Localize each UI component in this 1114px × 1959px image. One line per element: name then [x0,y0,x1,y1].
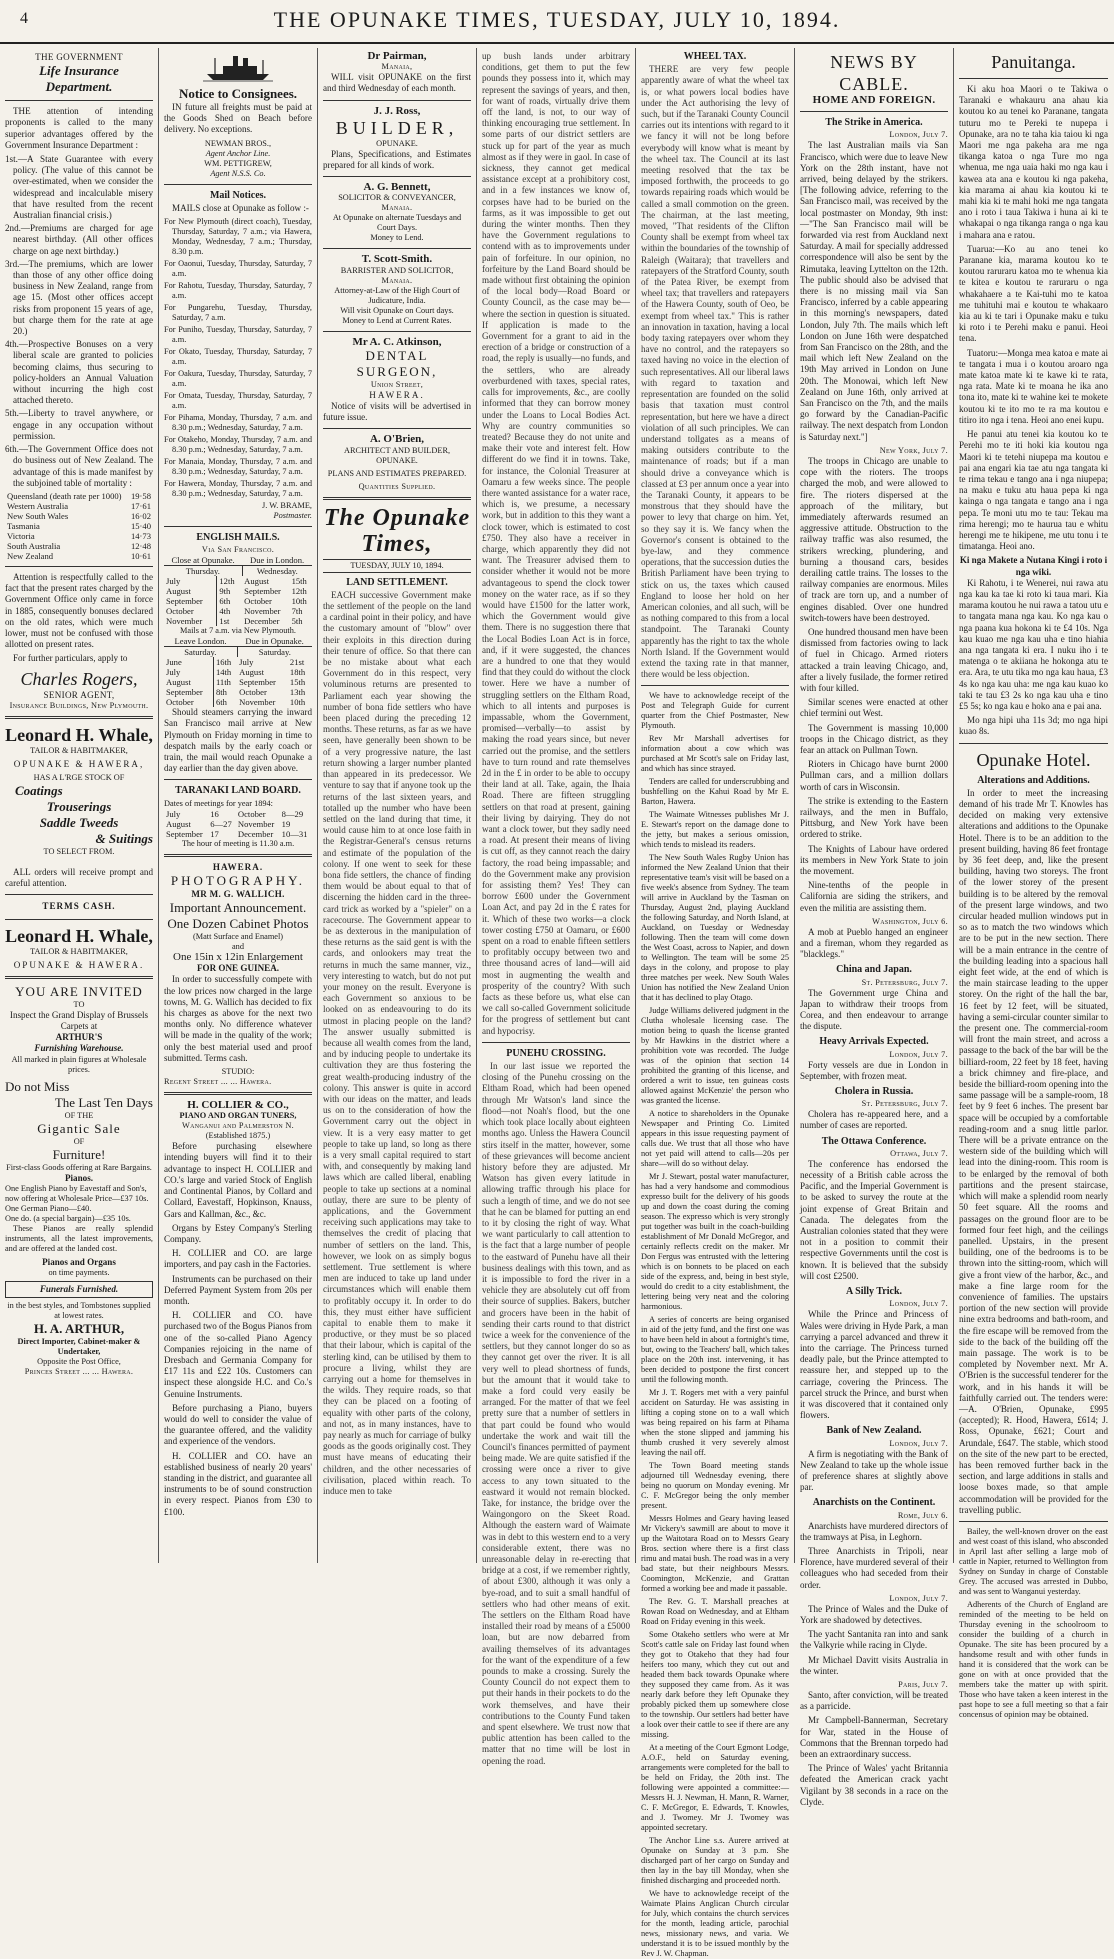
scott-attorney: Attorney-at-Law of the High Court of Judicature, India. [334,285,460,305]
home-foreign: HOME AND FOREIGN. [812,94,936,106]
time-payments: on time payments. [48,1267,110,1277]
enlargement: One 15in x 12in Enlargement [173,951,303,964]
bennett-name: A. G. Bennett, [363,181,431,194]
marked-prices: All marked in plain figures at Wholesale prices. [11,1054,147,1074]
charles-rogers: Charles Rogers, [20,668,138,689]
table-row: South Australia 12·48 [7,540,151,551]
whale-name-2: Leonard H. Whale, [5,925,153,946]
list-item: The Town Board meeting stands adjourned till Wednesday evening, there being no quorum on Monday evening. Mr C. F. McGregor being the only member present. [641,1461,789,1511]
consignees-heading: Notice to Consignees. [178,86,298,101]
column-5 [636,48,795,1959]
maori-para: Tuatoru:—Monga mea katoa e mate ai te tangata i mua i o koutou aroaro nga mate katoa mate ki te kawe ki te rata, nga rata. Mate ki te moana he ika ano tona ito, mate ki te wahine kei te mokete koutou ki te ito mo te ra ma koutou e titiro ito nga i tena. Heoi ano enei kupu. [959,347,1108,425]
scott-trade: BARRISTER AND SOLICITOR, [340,265,454,275]
collier-trade: PIANO AND ORGAN TUNERS, [179,1111,297,1121]
land-settlement-continued: up bush lands under arbitrary conditions, get them to put the few pounds they possess into it, which may represent the savings of years, and then, for want of roads, virtually drive them off the land, is not, to our way of thinking encouraging true settlement. In some parts of our district settlers are stuck up for part of the year as much almost as if they were in gaol. In case of sickness, they cannot get medical assistance except at a prohibitory cost, and in a few instances we know of, corpses have had to be buried on the farms, as it was impossible to get out during the winter months. Then they have the Government regulations to contend with as to improvements under pain of forfeiture. In our opinion, no forfeiture by the Land Board should be made without first obtaining the opinion of the local body—Road Board or County Council, as the case may be—where the section in question is situated. If application is made to the Government for a grant to aid in the erection of a bridge or construction of a road, the reply is usually—no funds, and the settlers, who are already overburdened with taxes, special rates, calls for improvements, &c., are coolly informed that they can borrow money under the Loans to Local Bodies Act. Why are country communities so treated? Because they do not unite and make their vote and interest felt. How different do we find it in towns. Take, for instance, the Colonial Treasurer at Oamaru a few weeks since. The people there wanted assistance for a water race, which is, we presume, a necessary work, but in addition to this they want a clock tower, which is estimated to cost £750. They also have a receiver in charge, which apparently they did not want. The Treasurer advised them to consider whether it would not be more advantageous to spend the clock tower money on the water race, as if so they would have £1500 for the latter work, which the Government would give them. There is no suggestion there that the Local Bodies Loan Act is in force, and, if it were suggested, the chances are a hundred to one that they would find that they could do without the clock tower. Here we have a number of struggling settlers on the Eltham Road, which to all intents and purposes is impassable, whom the Government, promised—verbally—to assist by making the road years since, but never carried out the promise, and the settlers have to turn round and rate themselves 2d in the £ in order to be able to occupy their land at all. Take, again, the Ihaia Road. There are fifteen struggling settlers on that road at present, gaining their living by dairying. They do not want a clock tower, but they sadly need a road. At present their means of living is cut off, as they cannot reach the dairy factory, the road being impassable; and do the Government make any provision for assisting them? Yes! They can borrow £600 under the Government Loan Act, and pay 2d in the £ rates for it. Which of these two works—a clock tower costing £750 at Oamaru, or £600 spent on a road to enable fifteen settlers to profitably occupy between two and three thousand acres of land—will aid most in augmenting the wealth and prosperity of the country? With such facts as these before us, what else can we call so-called Government solicitude for the progress of settlement but cant and hypocrisy. [482,51,630,1036]
collier-para: Before purchasing a Piano, buyers would do well to consider the value of the guarantee offered, and the validity and experience of the vendors. [164,1402,312,1447]
mortality-table [5,491,153,561]
ross-plans: Plans, Specifications, and Estimates prepared for all kinds of work. [323,148,471,171]
scott-name: T. Scott-Smith. [361,253,433,266]
pairman-name: Dr Pairman, [367,50,427,62]
list-item: Some Otakeho settlers who were at Mr Scott's cattle sale on Friday last found when they got to Otakeho that they had four heifers too many, which they cut out and headed them back towards Opunake where they supposed they came from. As it was nearly dark before they left Opunake they probably picked them up somewhere close to the township. Our settlers had better have a look over their cattle to see if there are any missing. [641,1630,789,1740]
bennett-money: Money to Lend. [370,233,424,243]
column-7 [954,48,1113,1719]
hotel-heading: Opunake Hotel. [976,749,1091,770]
ottawa-heading: The Ottawa Conference. [821,1135,927,1147]
brame: J. W. BRAME, [261,501,312,511]
davitt-text: Mr Michael Davitt visits Australia in the winter. [800,1654,948,1676]
bennett-days: At Opunake on alternate Tuesdays and Court Days. [332,213,462,233]
list-item: Rev Mr Marshall advertises for information about a cow which was purchased at Mr Scott's sale on Friday last, and which has since strayed. [641,734,789,774]
funerals-furnished: Funerals Furnished. [5,1281,153,1298]
last-ten-days: The Last Ten Days [54,1094,153,1110]
pianos-organs: Pianos and Organs [42,1256,116,1267]
collier-para: H. COLLIER and CO. are large importers, and pay cash in the Factories. [164,1248,312,1270]
list-item: For Pihama, Monday, Thursday, 7 a.m. and 8.30 p.m.; Wednesday, Saturday, 7 a.m. [164,413,312,433]
bank-text: A firm is negotiating with the Bank of New Zealand to take up the whole issue of preference shares at slightly above par. [800,1448,948,1493]
list-item: For Okato, Tuesday, Thursday, Saturday, 7 a.m. [164,347,312,367]
silly-trick-heading: A Silly Trick. [845,1286,903,1298]
english-mails-heading: ENGLISH MAILS. [196,532,280,544]
maori-para: Ki Rahotu, i te Wenerei, nui rawa atu nga kau ka tae ki roto ki taua mari. Kia marama koutou he nui rawa a tatou utu e to tangata mana nga kau. Ko nga kau o nga paana kua hokona ki te £4 10s. Nga kau kuao me nga kau uha e tino hiahia ana nga tangata ki era. I nuku iho i te matenga o te akiiana he hokonga atu te era. Ara, te utu tika mo nga kau haua, £3 4s ko nga kau uha: me nga kau kuao ko taki te tau £3 2s ko nga kau uha e tino £5 5s; ko nga kau e hoko ana e pai ana. [959,577,1108,711]
dateline: London, July 7. [889,1593,948,1603]
table-row: July 14th August 18th [166,667,306,678]
list-item: For Hawera, Monday, Thursday, 7 a.m. and 8.30 p.m.; Wednesday, Saturday, 7 a.m. [164,479,312,499]
punehu-heading: PUNEHU CROSSING. [506,1047,606,1059]
obrien-plans: PLANS AND ESTIMATES PREPARED. [327,468,467,478]
makete-heading: Ki nga Makete a Nutana Kingi i roto i nga wiki. [959,555,1108,577]
list-item: Mr J. Stewart, postal water manufacturer, has had a very handsome and commodious expresso built for the delivery of his goods up and down the coast during the coming season. The expresso which is very strongly put together was built in the coach-building establishment of Mr Donald McGregor, and certainly reflects credit on the maker. Mr Don Fergus was entrusted with the lettering which is on bonnets to be placed on each side of the express, and, being in best style, would do credit to a city establishment, the lettering being very neat and the coloring harmonious. [641,1172,789,1312]
union-street: Union Street, [370,379,424,389]
land-board-heading: TARANAKI LAND BOARD. [175,785,301,797]
regent-street: Regent Street ... ... Hawera. [164,1077,272,1087]
list-item: For Oakura, Tuesday, Thursday, Saturday, 7 a.m. [164,369,312,389]
dateline: London, July 7. [889,1438,948,1448]
steamship-icon [203,52,273,82]
table-row: Tasmania 15·40 [7,520,151,531]
insurance-item: 1st.—A State Guarantee with every policy. (The value of this cannot be over-estimated, when we consider the widespread and incalculable misery that have resulted from the recent Australian financial crisis.) [5,154,153,221]
insurance-buildings: Insurance Buildings, New Plymouth. [9,700,149,710]
piano-text: These Pianos are really splendid instruments, all the latest improvements, and are offered at the landed cost. [5,1223,153,1253]
mail-list [164,217,312,499]
table-row: August 11th September 15th [166,677,306,688]
pueblo-text: A mob at Pueblo hanged an engineer and a fireman, whom they regarded as "blacklegs." [800,926,948,960]
obrien-trade: ARCHITECT AND BUILDER, [343,445,451,455]
atkinson-name: Mr A. C. Atkinson, [352,335,442,348]
table-row: New South Wales 16·02 [7,510,151,521]
insurance-items [5,154,153,489]
further-particulars: For further particulars, apply to [13,653,128,664]
dateline: Washington, July 6. [872,916,948,926]
scott-town: Manaia. [381,275,413,285]
obrien-quantities: Quantities Supplied. [358,481,436,491]
mail-intro: MAILS close at Opunake as follow :- [172,202,309,213]
column-3 [318,48,477,1563]
collier-para: H. COLLIER and CO. have purchased two of the Bogus Pianos from one of the so-called Piano Agency Companies rejoicing in the name of Dresbach and Germania Company for £17 11s and £22 10s. Customers can inspect these alongside H.C. and Co.'s Genuine Instruments. [164,1310,313,1399]
land-board-table [164,809,312,839]
insurance-item: 2nd.—Premiums are charged for age nearest birthday. (All other offices charge on age next birthday.) [5,223,153,256]
hawera-heading: HAWERA. [212,861,264,872]
bennett-town: Manaia. [381,203,413,213]
pairman-text: WILL visit OPUNAKE on the first and third Wednesday of each month. [323,72,471,94]
whale-trade-2: TAILOR & HABITMAKER, [30,946,128,956]
inspect-display: Inspect the Grand Display of Brussels Carpets at [9,1009,149,1031]
insurance-item: 4th.—Prospective Bonuses on a very liberal scale are granted to policies becoming claims, thus securing to policy-holders an Annual Valuation without incurring the high cost attached thereto. [5,339,153,406]
obrien-name: A. O'Brien, [369,433,425,446]
and-label: and [232,942,244,952]
adherents-text: Adherents of the Church of England are reminded of the meeting to be held on Thursday evening in the schoolroom to consider the building of a church in Opunake. The site has been procured by a handsome result and with other funds in hand it is considered that the work can be gone on with at once provided that the members take the matter up with spirit. Those who have taken a keen interest in the past hope to see a full meeting so that a fair concensus of opinion may be obtained. [959,1599,1108,1719]
attention-note: Attention is respectfully called to the fact that the present rates charged by the Government Office only came in force in 1885, consequently bonuses declared on the old rates, which were much lower, must not be confused with those allotted on present rates. [5,571,153,650]
piano-item: One German Piano—£40. [5,1203,92,1213]
ha-arthur-address: Opposite the Post Office, [37,1357,121,1367]
heavy-arrivals-text: Forty vessels are due in London in September, with frozen meat. [800,1059,948,1081]
land-board-hour: The hour of meeting is 11.30 a.m. [181,838,295,848]
list-item: For Manaia, Monday, Thursday, 7 a.m. and 8.30 p.m.; Wednesday, Saturday, 7 a.m. [164,457,312,477]
dozen-photos: One Dozen Cabinet Photos [167,916,309,932]
ross-town: OPUNAKE. [376,138,418,148]
mails-seven: Mails at 7 a.m. via New Plymouth. [180,626,296,636]
gov-heading: THE GOVERNMENT [35,52,123,62]
table-row: June 16th July 21st [166,657,305,668]
anarchists-text: Anarchists have murdered directors of the tramways at Pisa, in Leghorn. [800,1520,948,1542]
table-row: August 6—27 November 19 [166,818,291,829]
mail-notices-heading: Mail Notices. [209,189,267,201]
dateline: Paris, July 7. [898,1679,948,1689]
table-row: New Zealand 10·61 [7,550,151,561]
bank-heading: Bank of New Zealand. [826,1425,922,1437]
whale-name: Leonard H. Whale, [5,724,153,745]
punehu-text: In our last issue we reported the closing of the Punehu crossing on the Eltham Road, which had been opened through Mr Watson's land since the flood—not Noah's flood, but the one which took place locally about eighteen months ago. Unless the Hawera Council stirs itself in the matter, however, some of these grievances will become ancient history before they are adjusted. Mr Watson has given every latitude in allowing traffic through his place for such a length of time, and we do not see that he can be blamed for putting an end to it by closing the right of way. What we want particularly to call attention to is the fact that a large number of people to the eastward of Punehu have all their business dealings with this town, and as it is impossible to ford the river in a vehicle they are absolutely cut off from their source of supplies. Bakers, butcher and grocers have been in the habit of sending their carts round to that district twice a week for the convenience of the settlers, but they cannot longer do so as they cannot get over the river. It is all very well to plead shortness of funds, but the amount that it would take to make a ford could very easily be arranged. For the matter of that we feel pretty sure that a number of settlers in that part could be found who would undertake the work and wait till the Council's finances permitted of payment being made. We are quite satisfied if the crossing were once a river to give access to any town situated to the eastward it would not remain blocked. Take, for instance, the bridge over the Waingongoro on the Skeet Road. Although the eastern ward of Waimate was in debt to this western end to a very considerable extent, there was no unreasonable delay in re-erecting that bridge at a cost, if we remember rightly, of about £300, although it was only a bye-road, and to suit a small handful of settlers who had other means of exit. The settlers on the Eltham Road have installed their road by means of a £5000 loan, but are now debarred from availing themselves of its advantages for the want of the expenditure of a few pounds to make a crossing. Surely the County Council do not expect them to put their hands in their pockets to do the work themselves, and have their contributions to the County Fund taken and spent elsewhere. We trust now that public attention has been called to the matter that no time will be lost in opening the road. [482,1061,630,1766]
goods-item: & Suitings [95,830,153,846]
prince-text: The Prince of Wales and the Duke of York are shadowed by detectives. [800,1603,948,1625]
inward-mails-table: Leave London. Due in Opunake. Saturday. Saturday. June 16th July 21st July 14th August 18th August 11th September 15th September 8th October 13th October 6th November 10th [164,636,312,707]
heavy-arrivals-heading: Heavy Arrivals Expected. [819,1036,929,1048]
column-6 [795,48,954,1807]
chicago-text: The strike is extending to the Eastern railways, and the men in Buffalo, Pittsburg, and New York have been ordered to strike. [800,795,948,840]
list-item: A notice to shareholders in the Opunake Newspaper and Printing Co. Limited appears in this issue requesting payment of calls due. We trust that all those who have not yet paid will attend to calls—20s per share—will do so without delay. [641,1109,789,1169]
builder: BUILDER, [335,117,459,138]
collier-est: (Established 1875.) [205,1131,271,1141]
newman: NEWMAN BROS., [204,138,272,148]
column-1 [0,48,159,1563]
collier-towns: Wanganui and Palmerston N. [181,1121,295,1131]
furniture-label: Furniture! [52,1146,106,1162]
of-label: OF [73,1136,85,1146]
anarchists-heading: Anarchists on the Continent. [812,1497,936,1509]
maori-para: Tuarua:—Ko au ano tenei ko Paranane kia, marama koutou ko te koutou raruraru katoa mo te whenua kia te kitea e koutou te raruraru o nga whakahaere a te Kai-tuhi mo te katoa me tuhituhi mai e koutou te whakaaro kia au ki te tari i Opunake maku e tuku ki roto i te Perehi maku e panui. Heoi tena. [959,243,1108,344]
list-item: We have to acknowledge receipt of the Waimate Plains Anglican Church circular for July, which contains the church services for the month, leading article, parochial news, missionary news, and varia. We understand it is to be issued monthly by the Rev J. W. Chapman. [641,1889,789,1959]
collier-name: H. COLLIER & CO., [187,1099,289,1112]
list-item: The New South Wales Rugby Union has informed the New Zealand Union that their representative team's visit will be based on a five week's absence from Sydney. The team will arrive in Auckland by the Tasman on Thursday, August 2nd, playing Auckland the following Saturday, and North Island, at Auckland, on Tuesday or Wednesday following. Then the team will come down the West Coast, across to Napier, and down to Wellington. The team will be some 25 days in the colony, and propose to play three matches per week. New South Wales Union has notified the New Zealand Union that it has declined to play Otago. [641,853,789,1003]
table-row: November 1st December 5th [166,616,303,627]
first-class-goods: First-class Goods offering at Rare Bargains. [6,1162,152,1172]
page-number-left: 4 [20,10,28,27]
ross-name: J. J. Ross, [373,104,421,117]
land-board-dates: Dates of meetings for year 1894: [164,798,273,808]
list-item: The Anchor Line s.s. Aurere arrived at Opunake on Sunday at 3 p.m. She discharged part of her cargo on Sunday and then lay in the bay till Monday, when she finished discharging and proceeded north. [641,1836,789,1886]
newspaper-title: THE OPUNAKE TIMES, TUESDAY, JULY 10, 1894. [273,7,841,32]
list-item: At a meeting of the Court Egmont Lodge, A.O.F., held on Saturday evening, arrangements were completed for the ball to be held on Friday, the 20th inst. The following were appointed a committee:—Messrs H. J. Newman, H. Mann, R. Warner, C. F. McGregor, E. Edwards, T. Knowles, and J. Twomey. Mr J. Twomey was appointed secretary. [641,1743,789,1833]
furnishing-warehouse: Furnishing Warehouse. [34,1043,124,1054]
table-row: Victoria 14·73 [7,530,151,541]
chicago-text: The Government is massing 10,000 troops in the Chicago district, as they fear an attack on Pullman Town. [800,722,948,755]
list-item: Messrs Holmes and Geary having leased Mr Vickery's sawmill are about to move it up the Waitotara Road on to Messrs Geary Bros. section where there is a first class rimu and matai bush. The road was in a very bad state, but their neighbours Messrs. Coomington, McKenzie, and Grattan formed a working bee and made it passable. [641,1514,789,1594]
list-item: For New Plymouth (direct coach), Tuesday, Thursday, Saturday, 7 a.m.; via Hawera, Monday, Wednesday, 7 a.m.; Thursday, 8.30 p.m. [164,217,312,257]
photography: PHOTOGRAPHY. [170,872,306,888]
obrien-town: OPUNAKE. [376,455,418,465]
cholera-heading: Cholera in Russia. [834,1086,914,1098]
table-row: August 9th September 12th [166,586,307,597]
brief-items [641,691,789,1959]
pairman-town: Manaia, [381,62,413,72]
news-by-cable: NEWS BY CABLE. [830,52,918,94]
dateline: Ottawa, July 7. [890,1148,948,1158]
list-item: Judge Williams delivered judgment in the Clutha wholesale licensing case. The motion being to quash the license granted by Mr Hawkins in the district where a prohibition vote was recorded. The Judge was of the opinion that section 14 prohibited the granting of this license, and ordered a writ to issue, ten guineas costs allowed against McKenzie' the person who was granted the license. [641,1006,789,1106]
studio: STUDIO: [221,1067,255,1077]
land-settlement-heading: LAND SETTLEMENT. [346,576,448,588]
list-item: For Otakeho, Monday, Thursday, 7 a.m. and 8.30 p.m.; Wednesday, Saturday, 7 a.m. [164,435,312,455]
britannia-text: The Prince of Wales' yacht Britannia defeated the American crack yacht Vigilant by 38 seconds in a race on the Clyde. [800,1763,948,1807]
list-item: Tenders are called for underscrubbing and bushfelling on the Kahui Road by Mr E. Barton, Hawera. [641,777,789,807]
collier-para: Instruments can be purchased on their Deferred Payment System from 20s per month. [164,1273,312,1306]
atkinson-town: HAWERA. [369,389,425,400]
do-not-miss: Do not Miss [5,1078,70,1094]
bannerman-text: Mr Campbell-Bannerman, Secretary for War, stated in the House of Commons that the Brennan torpedo had been an extraordinary success. [800,1715,948,1759]
wheel-tax-heading: WHEEL TAX. [683,51,747,62]
postmaster: Postmaster. [273,511,312,521]
piano-item: One do. (a special bargain)—£35 10s. [5,1213,131,1223]
chicago-text: Rioters in Chicago have burnt 2000 Pullman cars, and a million dollars worth of cars in Wisconsin. [800,759,948,792]
dateline: St. Petersburg, July 7. [861,977,948,987]
china-japan-text: The Government urge China and Japan to withdraw their troops from Corea, and then endeavour to arrange the dispute. [800,987,948,1032]
table-row: July 16 October 8—29 [166,808,304,819]
newman-agent: Agent Anchor Line. [205,148,271,158]
wheel-tax-text: THERE are very few people apparently aware of what the wheel tax is, or what powers local bodies have under the Act authorising the levy of such, but if the Taranaki County Council carries out its intentions with regard to it we fancy it will not be long before everybody will know what is meant by the wheel tax. The Council at its last meeting resolved that the tax be imposed forthwith, the proceeds to go towards repairing roads which would be called a small commotion on the green. The chairman, at the last meeting, moved, "That residents of the Clifton County shall be exempt from wheel tax within the boundaries of the township of Raleigh (Waitara); that travellers and ratepayers of the Stratford County, south of the Patea River, be exempt from wheel tax; that travellers and ratepayers of the Hawera County, south of Oeo, be exempt from wheel tax." This is rather an innovation in taxation, having a local body taxing ratepayers over whom they have no control, and the ratepayers so taxed having no voice in the election of such representatives. All our liberal laws with regard to taxation and representation are founded on the solid basis that taxation must control representation, but here we have a direct violation of all such principles. We can understand tollgates as a means of making outsiders contribute to the maintenance of roads; but if a man should drive a conveyance which is classed at £3 per annum once a year into the Taranaki County, it appears to be monstrous that they should have the power to levy that charge on him. Yet, so they say it is. We fancy when the Governor's consent is obtained to the bye-law, and they commence operations, that the succession duties the British Parliament have been trying to stick on us, the taxes which caused England to loose her hold on her American colonies, and all such, will be as nothing compared to this from a local standpoint. The Taranaki County apparently has the right to tax the whole North Island. If the Government would extend the taxing rate in that manner, there would be less objection. [641,64,789,680]
scott-money: Money to Lend at Current Rates. [342,315,452,325]
list-item: For Oaonui, Tuesday, Thursday, Saturday, 7 a.m. [164,259,312,279]
ha-arthur: H. A. ARTHUR, [33,1321,125,1337]
pettigrew: WM. PETTIGREW, [204,158,272,168]
insurance-intro: THE attention of intending proponents is called to the many superior advantages offered by the Government Insurance Department : [5,106,153,150]
pettigrew-agent: Agent N.S.S. Co. [210,168,266,178]
bennett-trade: SOLICITOR & CONVEYANCER, [338,193,456,203]
one-guinea: FOR ONE GUINEA. [196,963,280,974]
funerals-text: in the best styles, and Tombstones supplied at lowest rates. [7,1301,151,1321]
table-row: Western Australia 17·61 [7,500,151,511]
terms-cash: TERMS CASH. [42,901,116,912]
alterations-heading: Alterations and Additions. [977,774,1090,786]
silly-trick-text: While the Prince and Princess of Wales were driving in Hyde Park, a man carrying a parcel advanced and threw it into the carriage. The Princess turned deadly pale, but the Prince attempted to reassure her, and stepped up to the carriage, covering the Princess. The parcel struck the Prince, and burst when it was discovered that it contained only flowers. [800,1309,948,1421]
strike-heading: The Strike in America. [825,117,923,129]
of-the: OF THE [64,1110,94,1120]
chicago-text: The troops in Chicago are unable to cope with the rioters. The troops charged the mob, and were allowed to fire. The rioters dispersed at the approach of the military, but immediately afterwards resumed an aggressive attitude. Obstruction to the railway traffic was also resumed, the strikers wrecking, plundering, and burning a thousand cars, besides derailing cattle trains. The losses to the railway companies are enormous. Miles of track are torn up, and a number of engines disabled. Over one hundred switch-towers have been destroyed. [800,455,948,623]
table-row: July 12th August 15th [166,576,307,587]
english-mails-table: Close at Opunake. Due in London. Thursday. Wednesday. July 12th August 15th August 9th September 12th September 6th October 10th October 4th November 7th November 1st December 5th [164,555,312,626]
goods-item: Coatings [15,782,63,798]
whale-towns-2: OPUNAKE & HAWERA. [13,959,145,970]
collier-para: Organs by Estey Company's Sterling Company. [164,1222,312,1244]
column-2 [159,48,318,1563]
land-settlement-text: EACH successive Government make the settlement of the people on the land a cardinal point in their policy, and have the customary amount of "blow" over their exploits in this direction during their tenure of office. So that there can be no mistake about what each Government do in this respect, very voluminous returns are presented to Parliament each year showing the number of bona fide settlers who have been placed during the preceding 12 months. These returns, as far as we have seen, have generally been shown to be of a very progressive nature, the last return showing a larger number planted than appeared in its predecessor. We venture to say that if anyone took up the returns of the last sixteen years, and totalled up the number who have been settled on the land during that time, it would cause him to at once lose faith in the Registrar-General's census returns and estimate of the population of the colony. If one went to seek for these bona fide settlers, the chance of finding them would be about equal to that of discerning the hidden card in the three-card trick as worked by a "spieler" on a racecourse. The Government appear to be as dexterous in the manipulation of these returns as the said gent is with the cards, and onlookers may treat the returns in much the same manner, viz., very interesting to watch, but do not put your money on the result. Everyone is each Government so anxious to be looked on as endeavouring to do its utmost in placing people on the land? The answer usually submitted is because all wealth comes from the land, and by inducing people to undertake its cultivation they are thus fostering the great wealth-producing industry of the colony. This answer is quite in accord with our ideas on the matter, and leads us on to the consideration of how the Government carry out the object in view. It is a very easy matter to get people to take up land, so long as there is a very small capital required to start with, and consequently by making land laws which are called liberal, enabling people to take up sections at a nominal outlay, there are sure to be plenty of applications, and the Government receiving such applications may take to themselves the credit of placing that number of settlers on the land. This, however, we look on as simply bogus settlement. True settlement is where men are induced to take up land under circumstances which will enable them to profitably occupy it. In order to do this, they must either have sufficient capital to enable them to make it productive, or they must be so placed that their labour, which is capital of the sterling kind, can be utilised by them to procure a living, whilst they are carrying out a home for themselves in the wilds. They require roads, so that they can be placed on a footing of equality with other parts of the colony, and not, as in many instances, have to pay nearly as much for carriage of bulky goods as the goods originally cost. They must have means of educating their children, and the other necessaries of civilisation, placed within reach. To induce men to take [323,589,471,1497]
steamer-note: Should steamers carrying the inward San Francisco mail arrive at New Plymouth on Friday morning in time to despatch mails by the early coach or train, the mail would reach Opunake a day earlier than the day given above. [164,707,312,774]
list-item: For Omata, Tuesday, Thursday, Saturday, 7 a.m. [164,391,312,411]
dateline: New York, July 7. [879,445,948,455]
senior-agent: SENIOR AGENT, [43,689,115,700]
list-item: For Puniho, Tuesday, Thursday, Saturday, 7 a.m. [164,325,312,345]
chicago-text: Similar scenes were enacted at other chief termini out West. [800,697,948,719]
ha-arthur-trade: Direct Importer, Cabinet-maker & Undertaker, [17,1337,141,1357]
table-row: September 6th October 10th [166,596,307,607]
collier-para: H. COLLIER and CO. have an established business of nearly 20 years' standing in the district, and guarantee all instruments to be of sound construction in every respect. Pianos from £30 to £100. [164,1450,312,1517]
table-row: October 6th November 10th [166,697,306,708]
scott-visit: Will visit Opunake on Court days. [340,305,454,315]
hotel-text: In order to meet the increasing demand of his trade Mr T. Knowles has decided on making very extensive alterations and additions to the Opunake Hotel. There is to be an addition to the present building, having 86 feet frontage by 36 feet deep, and, like the present building, having two storeys. The front of the lower storey of the present building is to be altered by the removal of the present large windows, and two circular headed mullion windows put in so as to match the two windows which are to be put in the new section. There will be a main entrance in the centre of the building leading into a spacious hall eight feet wide, at the end of which is the main staircase leading to the upper storey. On the right of the hall the bar, 16 feet by 12 feet, will be situated, having a semi-circular counter similar to the present one. The commercial-room will front the main street, and across a passage to the back of the bar will be the billiard-room, 22 feet by 18 feet, having a brick chimney and fire-place, and beside the billiard-room opening into the same passage will be a sample-room, 18 feet by 9 feet 6 inches. The present bar space will be occupied by a comfortable reading-room and a snug little parlor. There will be a private entrance on the western side of the building which will lead into the dining-room. This room is to be enlarged by the removal of both partitions and the present staircase, which will make a splendid room nearly 50 feet square. All the rooms and passages on the ground floor are to be formed four feet high, and the ceilings panelled. Upstairs, in the present building, one of the bedrooms is to be thrown into the sitting-room, which will give a front view of the harbor, &c., and make a fine large room for the convenience of families. The upstairs portion of the new section will provide nine extra bedrooms and bath-room, and the fire escape will be removed from the side to the back of the building off the main passage. The work is to be completed by November next. Mr A. O'Brien is the successful tenderer for the work, and in his hands it will be faithfully carried out. The tenders were:—A. O'Brien, Opunake, £995 (accepted); R. Hood, Hawera, £614; J. Ross, Opunake, £621; Court and Arundale, £647. The stable, which stood on the site of the new part to be erected, has been removed further back in the section, and large additions in stalls and loose boxes made, so that ample accommodation will be provided for the travelling public. [959,787,1108,1515]
table-row: Queensland (death rate per 1000) 19·58 [7,490,151,501]
matt-surface: (Matt Surface and Enamel) [192,932,284,942]
maori-para: Ki aku hoa Maori o te Takiwa o Taranaki e whakauru ana ahau kia koutou ko au tenei ko Paranane, tangata tuturu mo te Pereki te nupepa i Opunake, ara no te taha kia taiou ki nga Maori me nga pakeha ara me nga tikanga katoa o nga Ture mo nga whenua, me nga uaia haki mo nga kau i kawea ata ana e koutou ki nga pakeha, kia marama ai ahau kia koutou ki te mahi kia ki te mahi hoki me nga tangata ano i roto i taua Takiwa i huna ai ki te whakapai o nga tikanga ranga o nga kau i mahara ana e ratou. [959,84,1108,240]
insurance-item: 6th.—The Government Office does not do business out of New Zealand. The advantage of this is made manifest by the subjoined table of mortality : [5,444,153,488]
issue-date: TUESDAY, JULY 10, 1894. [323,559,471,573]
important-announcement: Important Announcement. [169,900,307,916]
dateline: Rome, July 6. [897,1510,948,1520]
maori-para: He panui atu tenei kia koutou ko te Perehi mo te iti hoki kia koutou nga Maori ki te tetehi niupepa ma koutou e pai ana engari kia tae atu nga tangata ki te rima tekau e tango ana i nga niupepa; na maku e tuku atu haua pepa ki nga kainga o nga tangata e tango ana i nga pepa. Te moni utu mo te tau: Tekau ma rima herengi; mo te haurua tau e whitu herengi me te hikipene, me utu tonu i te timatanga. Heoi ano. [959,429,1108,552]
list-item: The Waimate Witnesses publishes Mr J. E. Stewart's report on the damage done to the jetty, but makes a serious omission, which tends to mislead its readers. [641,810,789,850]
collier-para: Before purchasing elsewhere intending buyers will find it to their advantage to inspect H. COLLIER and CO.'s large and varied Stock of English and Continental Pianos, by Collard and Collard, Eavestaff, Hopkinson, Knauss, Gars and Kallman, &c., &c. [164,1141,312,1219]
yacht-text: The yacht Santanita ran into and sank the Valkyrie while racing in Clyde. [800,1629,948,1651]
dateline: St. Petersburg, July 7. [861,1099,948,1109]
dental-surgeon: DENTAL SURGEON, [356,347,438,379]
insurance-item: 3rd.—The premiums, which are lower than those of any other office doing business in New Zealand, range from age 15. (Most other offices accept risks from proponent 15 years of age, but charge them for the rate at age 20.) [5,258,153,337]
chicago-text: The Knights of Labour have ordered its members in New York State to join the movement. [800,843,948,876]
wallich-text: In order to successfully compete with the low prices now charged in the large towns, M. G. Wallich has decided to fix his charges as above for the next two months only. No difference whatever will be made in the quality of the work; only the best material used and proof submitted. Terms cash. [164,974,312,1063]
newspaper-nameplate: The Opunake Times, [323,504,471,557]
maori-para: Mo nga hipi uha 11s 3d; mo nga hipi kuao 8s. [959,715,1108,737]
page-columns [0,48,1114,1959]
cholera-text: Cholera has re-appeared here, and a number of cases are reported. [800,1109,948,1131]
visits-notice: Notice of visits will be advertised in future issue. [323,401,471,423]
panuitanga-heading: Panuitanga. [991,52,1076,72]
table-row: October 4th November 7th [166,606,303,617]
china-japan-heading: China and Japan. [836,964,912,976]
piano-item: One English Piano by Eavestaff and Son's, now offering at Wholesale Price—£37 10s. [5,1183,149,1203]
list-item: A series of concerts are being organised in aid of the jetty fund, and the first one was to have been held in about a fortnight's time, but, owing to the Teachers' ball, which takes place on the 20th inst. intervening, it has been decided to postpone the first concert until the following month. [641,1315,789,1385]
strike-text: The last Australian mails via San Francisco, which were due to leave New York on the 28th instant, have not arrived, being delayed by the strikers. [The following advice, referring to the San Francisco mail, was received by the local postmaster on Monday, 9th inst:—"The San Francisco mail will be forwarded via rest from Auckland next Saturday. A mail for specially addressed correspondence will also be sent by the Rimutaka, leaving Lyttelton on the 12th. The public should also be advised that there is no missing mail via San Francisco, inferred by a cable appearing in this morning's newspapers, dated London, July 7th. The mails which left London on June 16th were despatched from San Francisco on the 28th, and the mail which left New Zealand on the 19th May arrived in London on June 20th. The Monowai, which left New Zealand on June 16th, only arrived at San Francisco on the 7th, and the mails go forward by the Canadian-Pacific railway. The next despatch from London is Saturday next."] [800,140,948,442]
select-from: TO SELECT FROM. [43,846,115,856]
list-item: Mr J. T. Rogers met with a very painful accident on Saturday. He was assisting in lifting a coping stone on to a wall which was being repaired on his farm at Pihama when the stone slipped and jamming his thumb crushed it very severely almost leaving the nail off. [641,1388,789,1458]
chicago-text: Nine-tenths of the people in California are siding the strikers, and even the militia are assisting them. [800,880,948,913]
chicago-text: One hundred thousand men have been dismissed from factories owing to lack of fuel in Chicago. Armed rioters attacked a train leaving Chicago, and, after a lively fusilade, the former retired with four killed. [800,626,948,693]
whale-stock: HAS A L'RGE STOCK OF [33,772,125,782]
dateline: London, July 7. [889,130,948,140]
ha-arthur-street: Princes Street ... ... Hawera. [24,1367,134,1377]
whale-towns: OPUNAKE & HAWERA, [13,758,145,769]
goods-item: Saddle Tweeds [39,814,119,830]
via-sf: Via San Francisco. [201,545,275,555]
anarchists-text: Three Anarchists in Tripoli, near Florence, have murdered several of their colleagues who had seceded from their order. [800,1545,948,1590]
pianos-heading: Pianos. [64,1172,94,1183]
wallich-name: MR M. G. WALLICH. [191,888,285,899]
ottawa-text: The conference has endorsed the necessity of a British cable across the Pacific, and the Imperial Government is to be asked to survey the route at the joint expense of Great Britain and Canada. The delegates from the Australian colonies stated that they were not in a position to commit their respective Governments until the cost is known. It is believed that the subsidy will cost £2500. [800,1158,948,1281]
dateline: London, July 7. [889,1049,948,1059]
invited-heading: YOU ARE INVITED [15,983,143,999]
list-item: For Pungarehu, Tuesday, Thursday, Saturday, 7 a.m. [164,303,312,323]
masthead [0,0,1114,44]
list-item: We have to acknowledge receipt of the Post and Telegraph Guide for current quarter from the Chief Postmaster, New Plymouth. [641,691,789,731]
gigantic-sale: Gigantic Sale [37,1120,121,1136]
life-insurance-heading: Life Insurance Department. [39,63,119,95]
invited-to: TO [73,999,85,1009]
column-4 [477,48,636,1766]
whale-trade: TAILOR & HABITMAKER, [30,745,128,755]
list-item: For Rahotu, Tuesday, Thursday, Saturday, 7 a.m. [164,281,312,301]
table-row: September 8th October 13th [166,687,306,698]
consignees-text: IN future all freights must be paid at the Goods Shed on Beach before delivery. No exceptions. [164,102,312,135]
santo-text: Santo, after conviction, will be treated as a parricide. [800,1689,948,1712]
dateline: London, July 7. [889,1299,948,1309]
insurance-item: 5th.—Liberty to travel anywhere, or engage in any occupation without permission. [5,408,153,441]
list-item: The Rev. G. T. Marshall preaches at Rowan Road on Wednesday, and at Eltham Road on Friday evening in this week. [641,1597,789,1627]
table-row: September 17 December 10—31 [166,828,308,839]
bailey-text: Bailey, the well-known drover on the east and west coast of this island, who absconded in April last after selling a large mob of cattle in Napier, returned to Wellington from Sydney on Sunday in charge of Constable Grey. The accused was arrested in Dubbo, and was sent to Wanganui yesterday. [959,1526,1108,1596]
arthur-name: ARTHUR'S [55,1032,103,1043]
goods-item: Trouserings [46,798,112,814]
orders-note: ALL orders will receive prompt and careful attention. [5,866,153,889]
